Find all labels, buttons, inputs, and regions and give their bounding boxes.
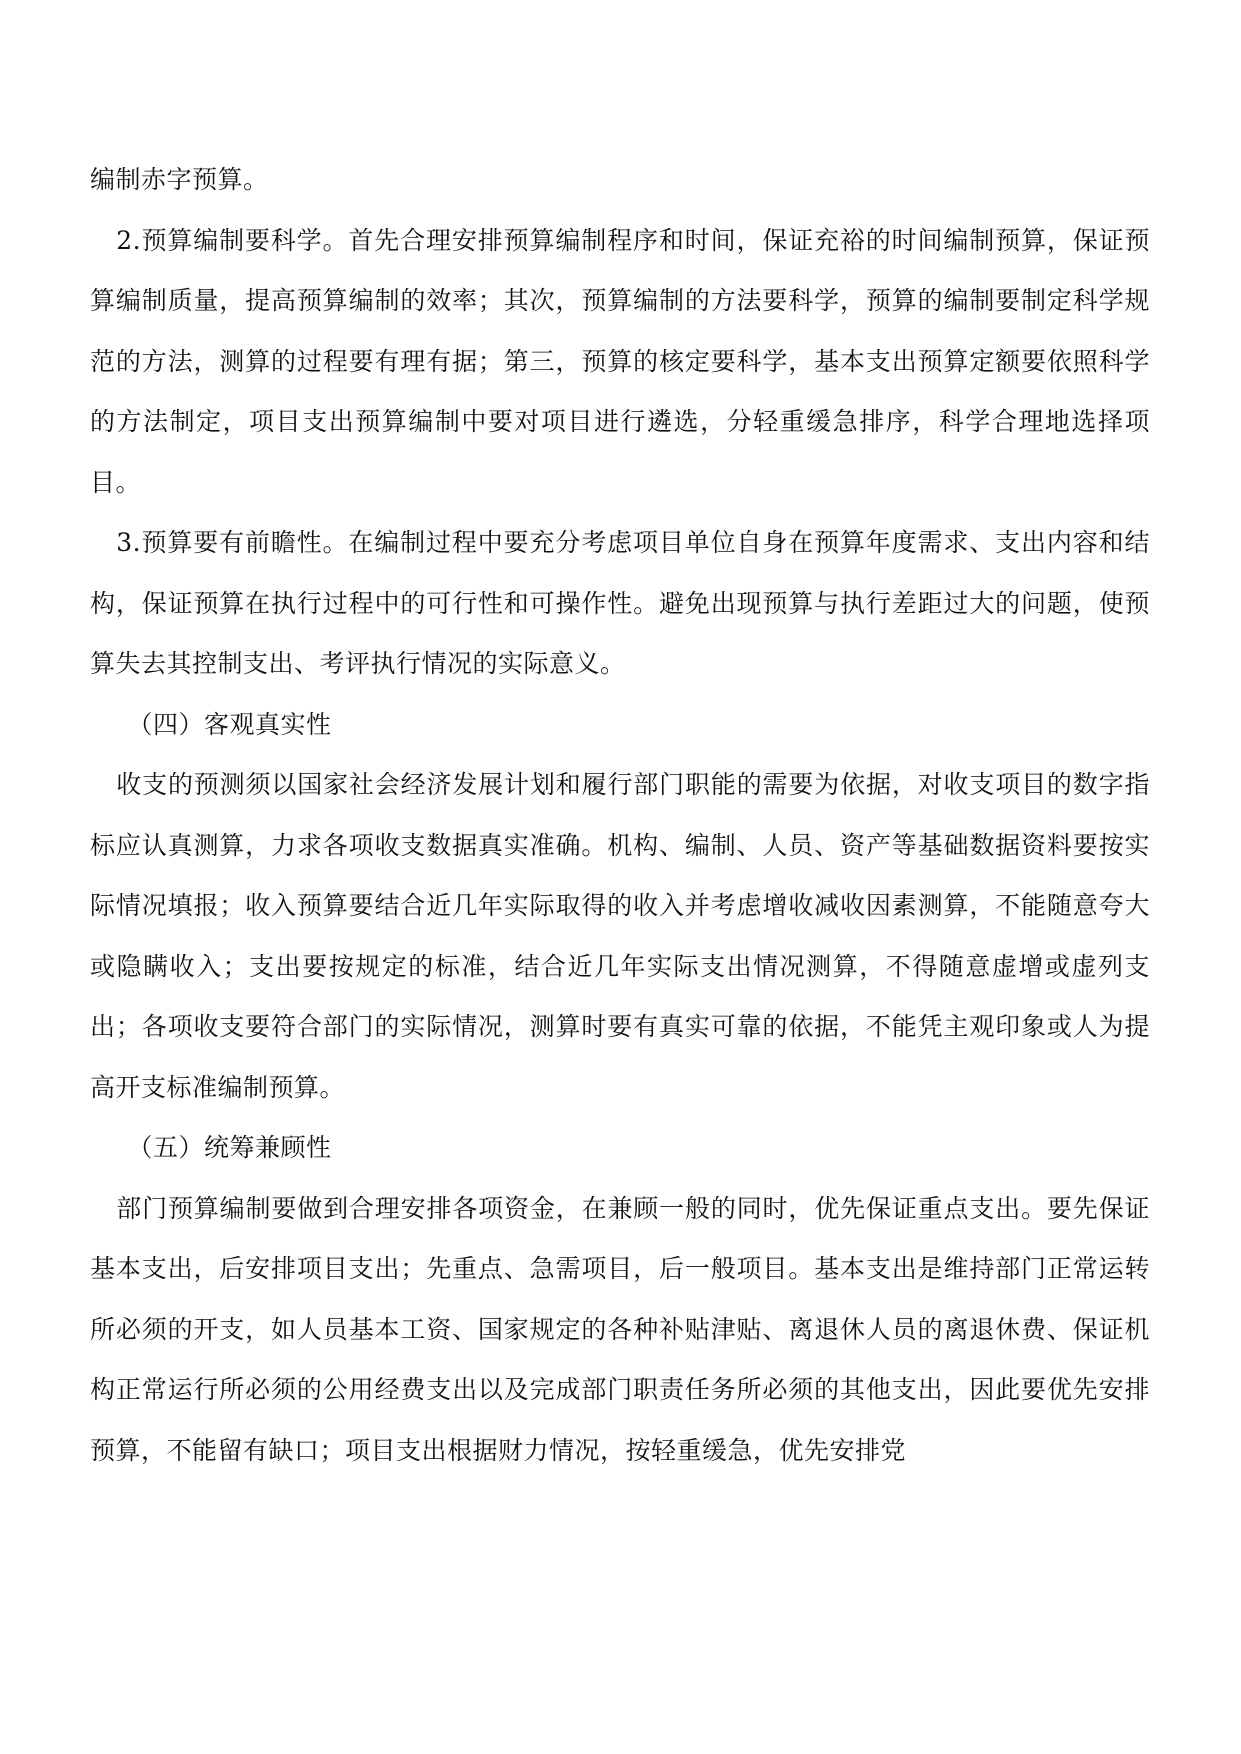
paragraph-budget-forward-looking: 3.预算要有前瞻性。在编制过程中要充分考虑项目单位自身在预算年度需求、支出内容和结构，保证预算在执行过程中的可行性和可操作性。避免出现预算与执行差距过大的问题，使预算失去其控制支出、考评执行情况的实际意义。	[90, 528, 1150, 678]
section-heading-coordination: （五）统筹兼顾性	[127, 1133, 332, 1162]
paragraph-continuation: 编制赤字预算。	[90, 165, 269, 194]
paragraph-coordination: 部门预算编制要做到合理安排各项资金，在兼顾一般的同时，优先保证重点支出。要先保证基本支出，后安排项目支出；先重点、急需项目，后一般项目。基本支出是维持部门正常运转所必须的开支，如人员基本工资、国家规定的各种补贴津贴、离退休人员的离退休费、保证机构正常运行所必须的公用经费支出以及完成部门职责任务所必须的其他支出，因此要优先安排预算，不能留有缺口；项目支出根据财力情况，按轻重缓急，优先安排党	[90, 1193, 1150, 1465]
section-heading-objective: （四）客观真实性	[127, 709, 332, 739]
paragraph-budget-scientific: 2.预算编制要科学。首先合理安排预算编制程序和时间，保证充裕的时间编制预算，保证预算编制质量，提高预算编制的效率；其次，预算编制的方法要科学，预算的编制要制定科学规范的方法，测算的过程要有理有据；第三，预算的核定要科学，基本支出预算定额要依照科学的方法制定，项目支出预算编制中要对项目进行遴选，分轻重缓急排序，科学合理地选择项目。	[90, 225, 1150, 497]
document-body	[90, 150, 1150, 1481]
paragraph-objective-truthful: 收支的预测须以国家社会经济发展计划和履行部门职能的需要为依据，对收支项目的数字指标应认真测算，力求各项收支数据真实准确。机构、编制、人员、资产等基础数据资料要按实际情况填报；收入预算要结合近几年实际取得的收入并考虑增收减收因素测算，不能随意夸大或隐瞒收入；支出要按规定的标准，结合近几年实际支出情况测算，不得随意虚增或虚列支出；各项收支要符合部门的实际情况，测算时要有真实可靠的依据，不能凭主观印象或人为提高开支标准编制预算。	[90, 770, 1150, 1102]
